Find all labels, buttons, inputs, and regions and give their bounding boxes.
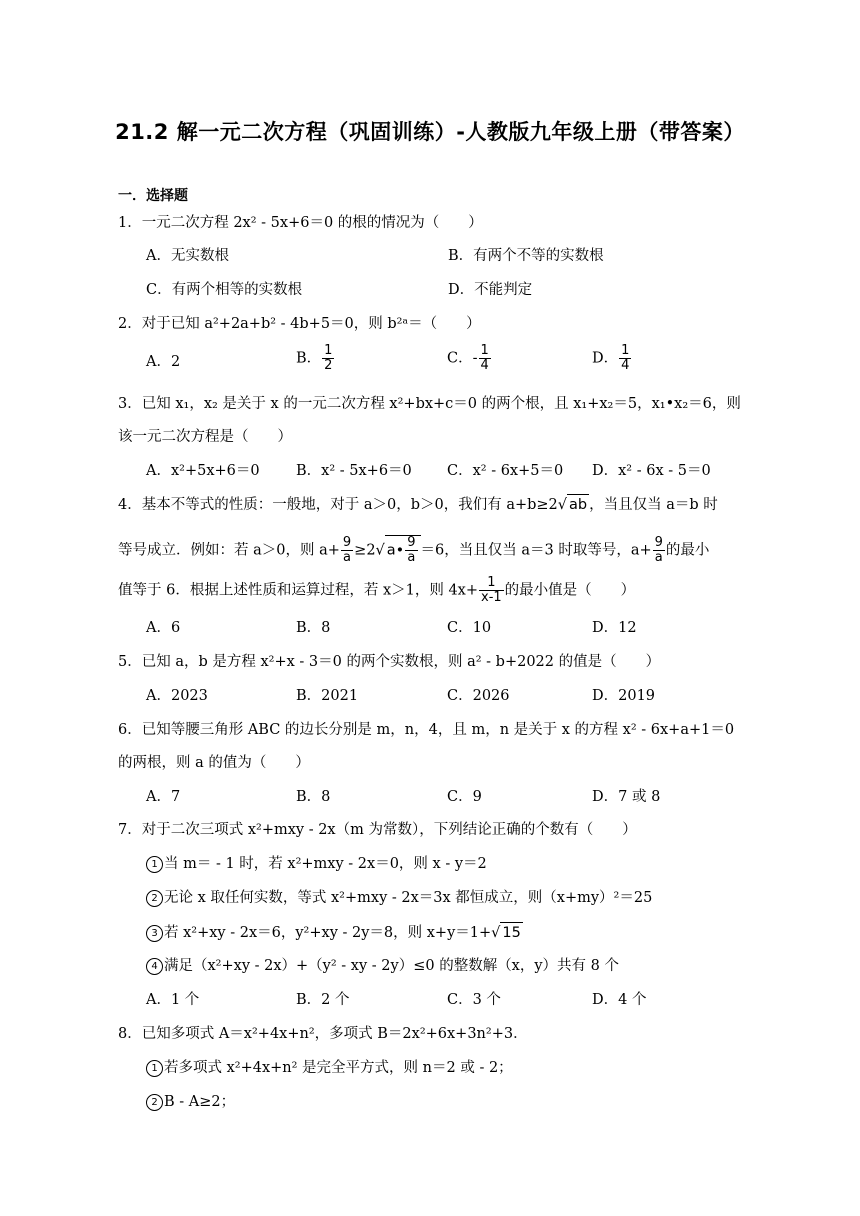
statement-text: 满足（x²+xy ‑ 2x）+（y² ‑ xy ‑ 2y）≤0 的整数解（x，y）共有 8 个 <box>164 958 619 974</box>
fraction-numerator: 1 <box>621 343 630 358</box>
fraction-numerator: 9 <box>654 535 663 550</box>
q4-text: 等号成立．例如：若 a＞0，则 a+ <box>118 542 340 559</box>
circled-number: 2 <box>146 1094 163 1111</box>
q6-option-c: C．9 <box>447 789 482 805</box>
circled-number: 2 <box>146 890 163 907</box>
q4-option-a: A．6 <box>146 620 181 636</box>
radicand: 15 <box>500 922 522 943</box>
q7-option-b: B．2 个 <box>296 992 350 1008</box>
q7-statement-2 <box>146 888 652 908</box>
q2-option-c <box>447 344 492 373</box>
fraction-9-over-a <box>341 536 353 565</box>
q6-option-d: D．7 或 8 <box>592 789 661 805</box>
q2-option-b <box>296 344 335 373</box>
q7-option-c: C．3 个 <box>447 992 501 1008</box>
q8-statement-2 <box>146 1092 235 1112</box>
fraction-numerator: 1 <box>324 343 333 358</box>
q1-option-a: A．无实数根 <box>146 248 229 264</box>
q2-option-d-label: D． <box>592 350 619 367</box>
fraction-denominator: a <box>407 550 416 565</box>
q4-text: 的最小 <box>665 542 710 559</box>
fraction-denominator: x‑1 <box>481 590 502 605</box>
geq-two: ≥2 <box>354 542 376 559</box>
q6-option-a: A．7 <box>146 789 181 805</box>
q7-stem: 7．对于二次三项式 x²+mxy ‑ 2x（m 为常数），下列结论正确的个数有（ ） <box>118 822 637 838</box>
q3-option-d: D．x² ‑ 6x ‑ 5＝0 <box>592 463 711 479</box>
sqrt-a-times-9-over-a: √ a• $\frac{9}{a}$ <box>376 535 421 565</box>
sqrt-ab: √ ab <box>558 494 589 515</box>
fraction-denominator: a <box>343 550 352 565</box>
q7-statement-4 <box>146 956 619 976</box>
q7-option-d: D．4 个 <box>592 992 647 1008</box>
q5-option-c: C．2026 <box>447 688 510 704</box>
q4-text: 4．基本不等式的性质：一般地，对于 a＞0，b＞0，我们有 a+b≥2 <box>118 497 558 513</box>
fraction-9-over-a <box>405 536 417 565</box>
statement-text: 若 x²+xy ‑ 2x＝6，y²+xy ‑ 2y＝8，则 x+y＝1+ <box>164 925 492 941</box>
q2-option-a: A．2 <box>146 354 181 370</box>
q4-stem-line1 <box>118 494 718 515</box>
q4-option-d: D．12 <box>592 620 637 636</box>
q7-statement-1 <box>146 854 487 874</box>
q4-text: ＝6，当且仅当 a＝3 时取等号，a+ <box>420 542 652 559</box>
q5-option-b: B．2021 <box>296 688 359 704</box>
q2-option-c-fraction <box>479 344 491 373</box>
q1-stem: 1．一元二次方程 2x² ‑ 5x+6＝0 的根的情况为（ ） <box>118 215 483 231</box>
q6-stem-line1: 6．已知等腰三角形 ABC 的边长分别是 m，n，4，且 m，n 是关于 x 的方程 x² ‑ 6x+a+1＝0 <box>118 722 735 738</box>
q3-option-b: B．x² ‑ 5x+6＝0 <box>296 463 412 479</box>
fraction-numerator: 9 <box>407 535 416 550</box>
fraction-9-over-a <box>653 536 665 565</box>
section-heading: 一．选择题 <box>118 188 188 204</box>
q2-option-d <box>592 344 632 373</box>
radicand-text: a• <box>386 542 405 559</box>
q3-option-a: A．x²+5x+6＝0 <box>146 463 260 479</box>
radicand <box>385 535 421 565</box>
fraction-numerator: 9 <box>342 535 352 550</box>
statement-text: B ‑ A≥2； <box>164 1094 236 1110</box>
q6-option-b: B．8 <box>296 789 331 805</box>
q5-option-a: A．2023 <box>146 688 208 704</box>
q2-option-c-label: C． <box>447 350 473 367</box>
q4-text: ，当且仅当 a＝b 时 <box>589 497 718 513</box>
q2-option-d-fraction <box>619 344 631 373</box>
fraction-denominator: 2 <box>324 358 333 373</box>
q4-stem-line3 <box>118 576 635 605</box>
q4-text: 的最小值是（ ） <box>504 582 636 599</box>
sqrt-15: √ 15 <box>491 922 523 943</box>
circled-number: 3 <box>146 925 163 942</box>
fraction-denominator: 4 <box>480 358 489 373</box>
statement-text: 当 m＝ ‑ 1 时，若 x²+mxy ‑ 2x＝0，则 x ‑ y＝2 <box>164 856 487 872</box>
fraction-denominator: 4 <box>621 358 630 373</box>
q1-option-d: D．不能判定 <box>448 282 533 298</box>
circled-number: 1 <box>146 1060 163 1077</box>
q7-statement-3 <box>146 922 523 943</box>
q5-stem: 5．已知 a，b 是方程 x²+x ‑ 3＝0 的两个实数根，则 a² ‑ b+2022 的值是（ ） <box>118 654 661 670</box>
fraction-1-over-x-minus-1 <box>479 576 504 605</box>
statement-text: 若多项式 x²+4x+n² 是完全平方式，则 n＝2 或 ‑ 2； <box>164 1060 513 1076</box>
circled-number: 1 <box>146 856 163 873</box>
minus-sign: ‑ <box>472 350 478 367</box>
q2-option-b-fraction <box>322 344 334 373</box>
page-title: 21.2 解一元二次方程（巩固训练）-人教版九年级上册（带答案） <box>115 120 745 144</box>
q2-option-b-label: B． <box>296 350 322 367</box>
q4-option-b: B．8 <box>296 620 331 636</box>
fraction-numerator: 1 <box>480 343 489 358</box>
q4-text: 值等于 6．根据上述性质和运算过程，若 x＞1，则 4x+ <box>118 582 479 599</box>
q1-option-b: B．有两个不等的实数根 <box>448 248 604 264</box>
q3-stem-line1: 3．已知 x₁，x₂ 是关于 x 的一元二次方程 x²+bx+c＝0 的两个根，且 x₁+x₂＝5，x₁•x₂＝6，则 <box>118 396 741 412</box>
q6-stem-line2: 的两根，则 a 的值为（ ） <box>118 755 310 771</box>
q8-stem: 8．已知多项式 A＝x²+4x+n²，多项式 B＝2x²+6x+3n²+3． <box>118 1026 528 1042</box>
q4-option-c: C．10 <box>447 620 492 636</box>
q5-option-d: D．2019 <box>592 688 656 704</box>
q3-option-c: C．x² ‑ 6x+5＝0 <box>447 463 564 479</box>
radicand: ab <box>567 494 589 515</box>
circled-number: 4 <box>146 958 163 975</box>
q3-stem-line2: 该一元二次方程是（ ） <box>118 429 292 445</box>
q1-option-c: C．有两个相等的实数根 <box>146 282 303 298</box>
statement-text: 无论 x 取任何实数，等式 x²+mxy ‑ 2x＝3x 都恒成立，则（x+my）²＝25 <box>164 890 653 906</box>
fraction-denominator: a <box>654 550 663 565</box>
fraction-numerator: 1 <box>479 576 504 591</box>
q7-option-a: A．1 个 <box>146 992 200 1008</box>
q2-stem: 2．对于已知 a²+2a+b² ‑ 4b+5＝0，则 b²ᵃ＝（ ） <box>118 316 481 332</box>
q4-stem-line2 <box>118 535 709 565</box>
q8-statement-1 <box>146 1058 513 1078</box>
